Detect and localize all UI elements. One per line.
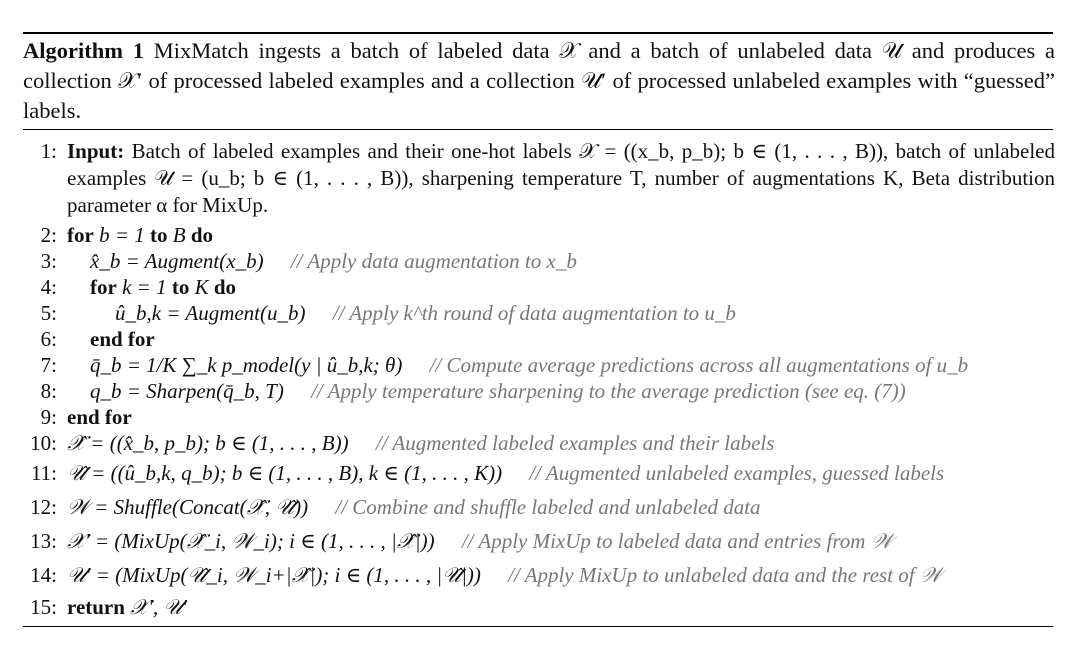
- line-number: 5:: [40, 301, 57, 325]
- code: b = 1: [99, 223, 145, 247]
- line-number: 11:: [30, 461, 57, 485]
- algorithm-line-14: [23, 562, 1055, 588]
- algorithm-line-11: [23, 460, 1055, 486]
- line-number: 3:: [40, 249, 57, 273]
- input-keyword: Input:: [67, 139, 125, 163]
- line-body: [90, 248, 577, 274]
- algorithm-caption: [23, 36, 1055, 126]
- line-number: 13:: [30, 529, 57, 553]
- line-body: [90, 378, 906, 404]
- algorithm-line-13: [23, 528, 1055, 554]
- code: x̂_b = Augment(x_b): [90, 249, 264, 273]
- line-body: [90, 326, 155, 352]
- line-number: 9:: [40, 405, 57, 429]
- line-body: [67, 460, 944, 486]
- code: 𝒳̂ = ((x̂_b, p_b); b ∈ (1, . . . , B)): [67, 431, 349, 455]
- code: 𝒰′ = (MixUp(𝒰̂_i, 𝒲_i+|𝒳̂|); i ∈ (1, . . . , |𝒰̂|)): [67, 563, 481, 587]
- keyword: end for: [67, 405, 132, 429]
- algorithm-line-5: [23, 300, 1055, 326]
- keyword: to: [150, 223, 168, 247]
- input-statement: [67, 138, 1055, 219]
- code: 𝒳′ = (MixUp(𝒳̂_i, 𝒲_i); i ∈ (1, . . . , |𝒳̂|)): [67, 529, 435, 553]
- line-number: 7:: [40, 353, 57, 377]
- line-body: [67, 430, 774, 456]
- algorithm-line-15: [23, 594, 1055, 620]
- code: q̄_b = 1/K ∑_k p_model(y | û_b,k; θ): [90, 353, 403, 377]
- line-body: [67, 494, 761, 520]
- line-body: [90, 274, 236, 300]
- algorithm-line-9: [23, 404, 1055, 430]
- comment: // Compute average predictions across all augmentations of u_b: [429, 353, 969, 377]
- algorithm-line-2: [23, 222, 1055, 248]
- line-number: 15:: [30, 595, 57, 619]
- bottom-rule: [23, 626, 1053, 627]
- comment: // Augmented unlabeled examples, guessed labels: [529, 461, 945, 485]
- comment: // Combine and shuffle labeled and unlabeled data: [335, 495, 761, 519]
- algorithm-line-3: [23, 248, 1055, 274]
- algorithm-line-8: [23, 378, 1055, 404]
- comment: // Apply temperature sharpening to the average prediction (see eq. (7)): [311, 379, 906, 403]
- code: q_b = Sharpen(q̄_b, T): [90, 379, 284, 403]
- keyword: return: [67, 595, 125, 619]
- code: k = 1: [122, 275, 167, 299]
- keyword: for: [67, 223, 94, 247]
- line-body: [67, 594, 187, 620]
- algorithm-line-12: [23, 494, 1055, 520]
- line-body: [115, 300, 736, 326]
- comment: // Apply MixUp to unlabeled data and the rest of 𝒲: [508, 563, 942, 587]
- algorithm-label: Algorithm 1: [23, 38, 144, 63]
- code: 𝒳′, 𝒰′: [130, 595, 187, 619]
- algorithm-caption-text: MixMatch ingests a batch of labeled data 𝒳 and a batch of unlabeled data 𝒰 and produces a collection 𝒳′ of processed labeled examples and a collection 𝒰′ of processed unlabeled examples with “guessed” labels.: [23, 38, 1055, 123]
- algorithm-line-6: [23, 326, 1055, 352]
- code: û_b,k = Augment(u_b): [115, 301, 306, 325]
- caption-rule: [23, 129, 1053, 130]
- line-body: [67, 562, 942, 588]
- comment: // Apply data augmentation to x_b: [290, 249, 577, 273]
- line-number: 8:: [40, 379, 57, 403]
- keyword: to: [171, 275, 190, 299]
- comment: // Apply k^th round of data augmentation to u_b: [332, 301, 736, 325]
- line-number: 6:: [40, 327, 57, 351]
- line-number: 2:: [40, 223, 57, 247]
- keyword: do: [213, 275, 237, 299]
- line-number: 1:: [40, 139, 57, 163]
- comment: // Augmented labeled examples and their labels: [375, 431, 775, 455]
- code: B: [172, 223, 186, 247]
- line-number: 10:: [30, 431, 57, 455]
- algorithm-line-7: [23, 352, 1055, 378]
- keyword: end for: [90, 327, 155, 351]
- line-number: 14:: [30, 563, 57, 587]
- keyword: do: [190, 223, 214, 247]
- algorithm-line-4: [23, 274, 1055, 300]
- comment: // Apply MixUp to labeled data and entries from 𝒲: [461, 529, 893, 553]
- line-number: 12:: [30, 495, 57, 519]
- top-rule: [23, 32, 1053, 34]
- line-body: [67, 222, 213, 248]
- input-text: Batch of labeled examples and their one-hot labels 𝒳 = ((x_b, p_b); b ∈ (1, . . . , B)), batch of unlabeled examples 𝒰 = (u_b; b ∈ (1, . . . , B)), sharpening temperature T, number of augmentations K, Beta distribution parameter α for MixUp.: [67, 139, 1055, 217]
- line-body: [67, 528, 893, 554]
- line-number: 4:: [40, 275, 57, 299]
- code: 𝒰̂ = ((û_b,k, q_b); b ∈ (1, . . . , B), k ∈ (1, . . . , K)): [67, 461, 503, 485]
- algorithm-line-10: [23, 430, 1055, 456]
- code: K: [194, 275, 209, 299]
- keyword: for: [90, 275, 117, 299]
- code: 𝒲 = Shuffle(Concat(𝒳̂, 𝒰̂)): [67, 495, 309, 519]
- line-body: [90, 352, 968, 378]
- line-body: [67, 404, 132, 430]
- algorithm-line-1: [23, 138, 1055, 219]
